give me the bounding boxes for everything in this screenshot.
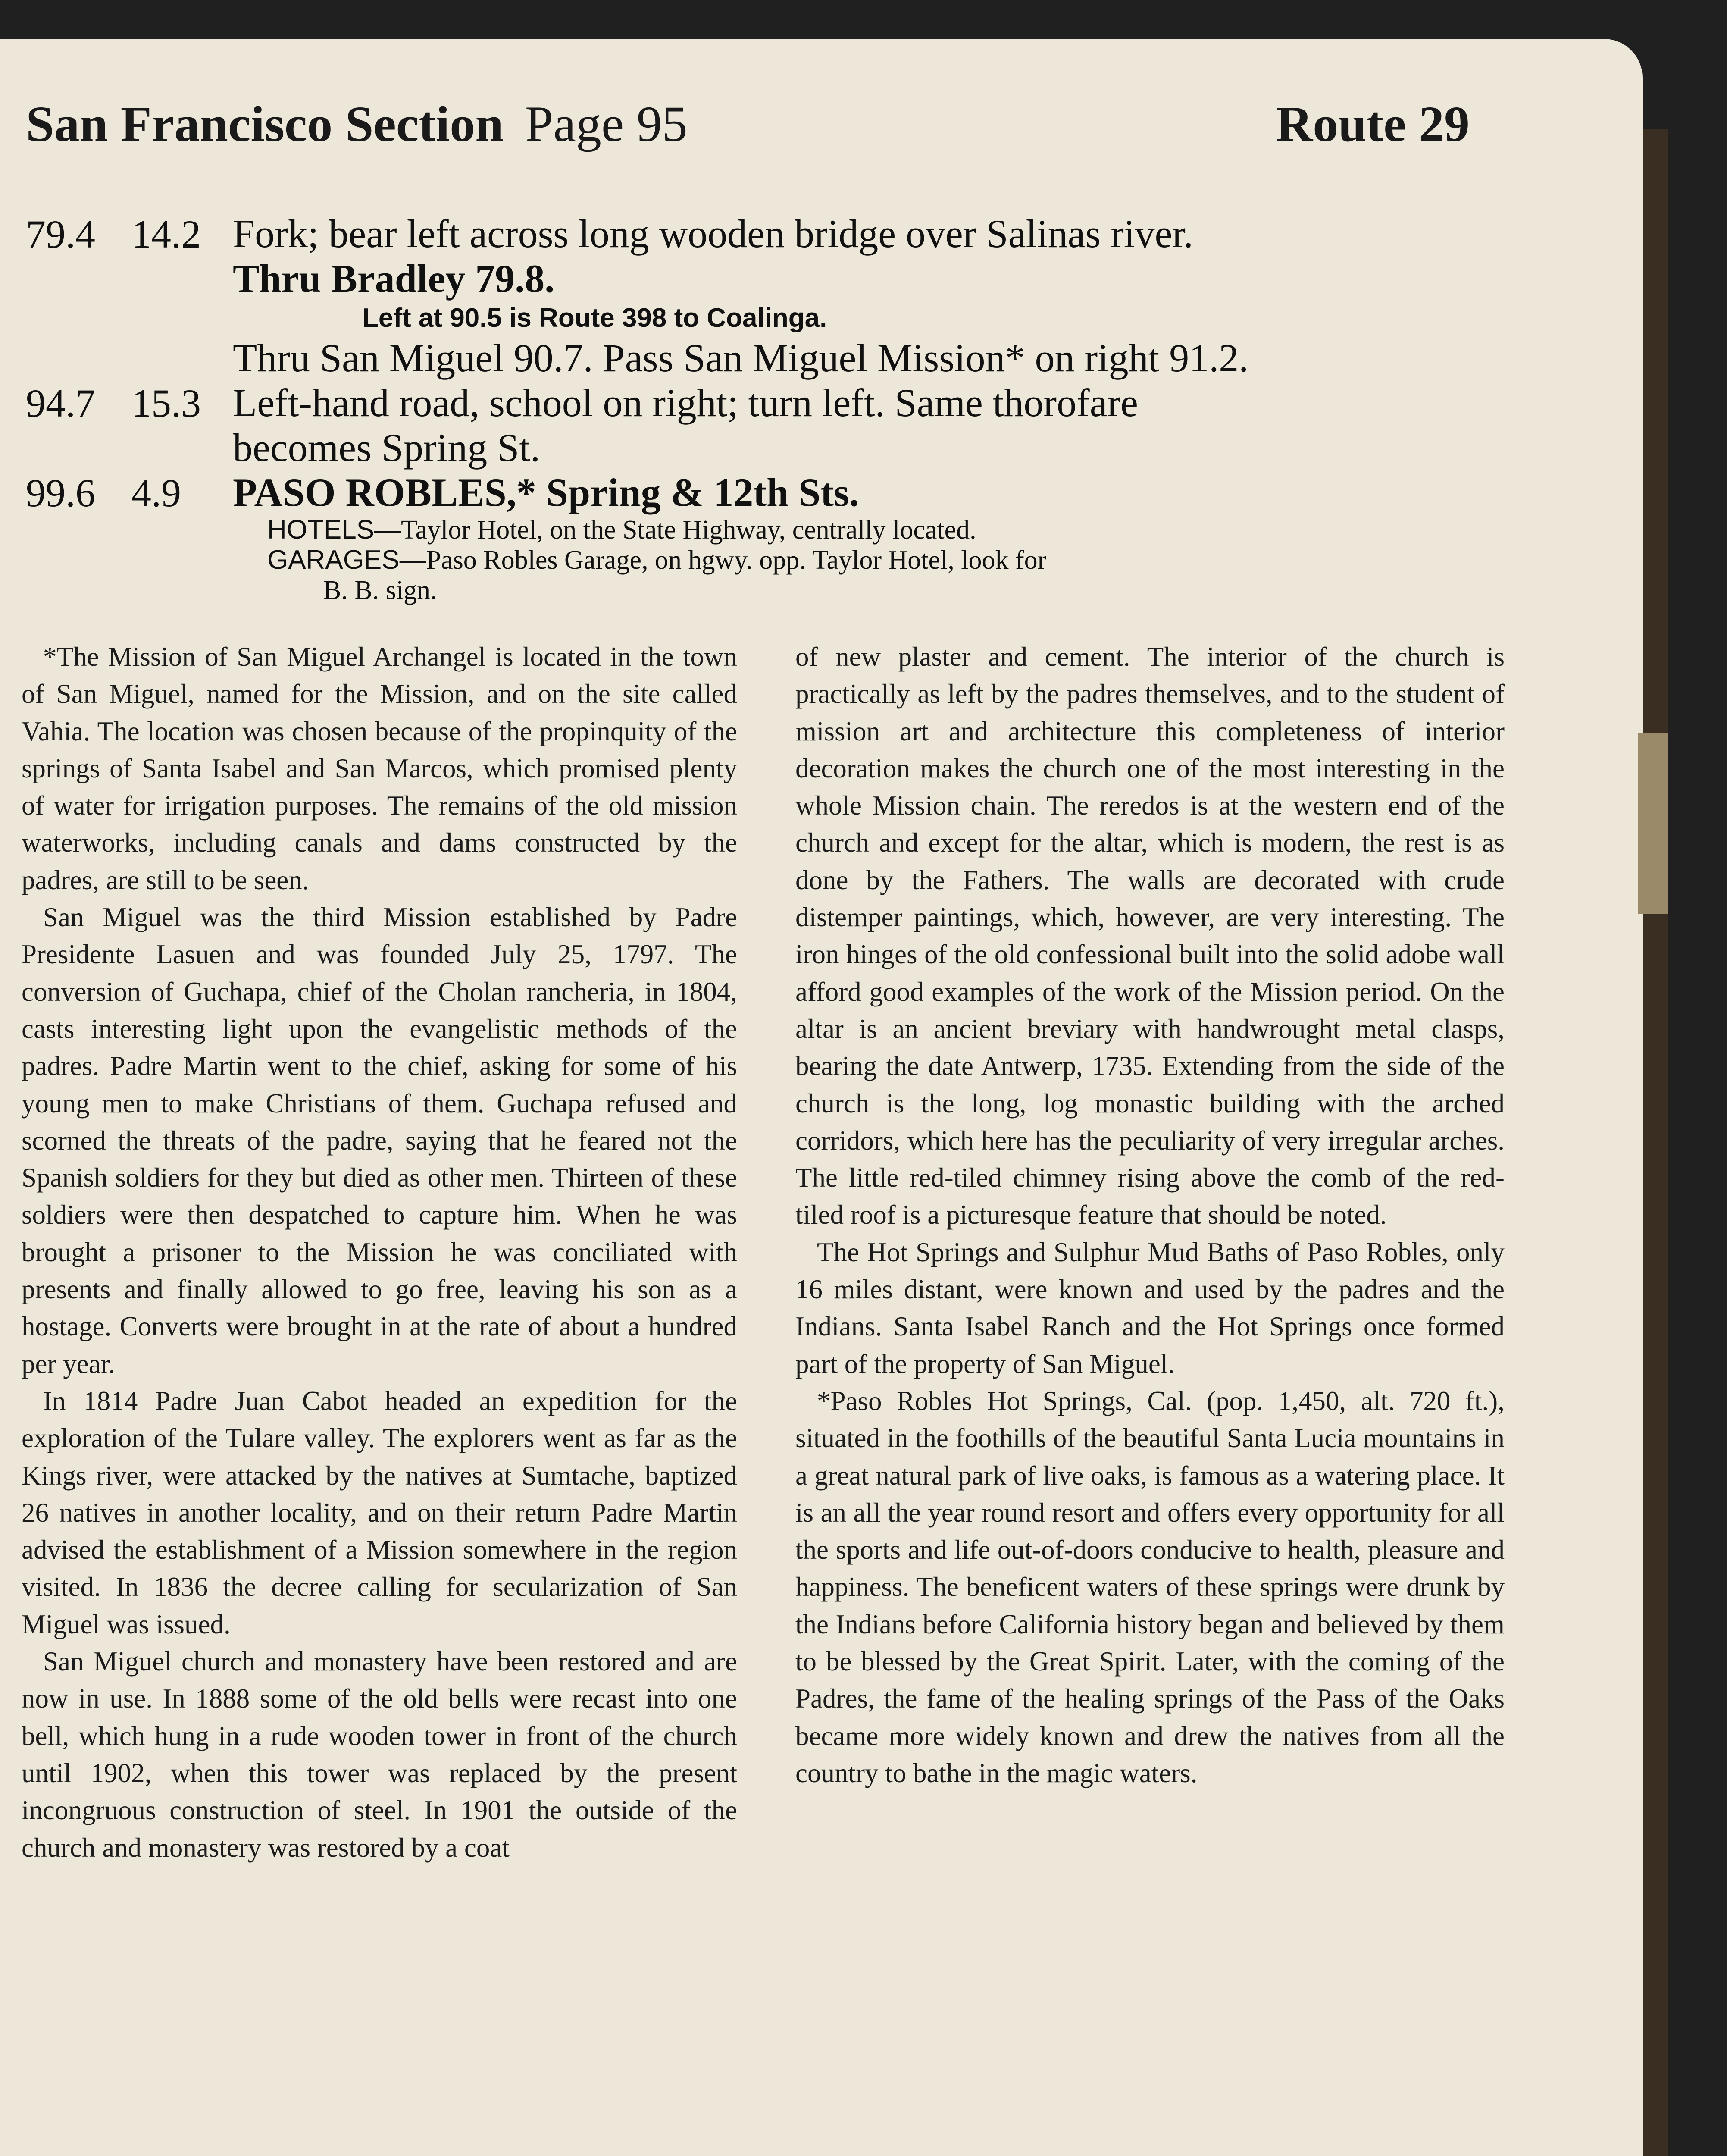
mileage: 99.6: [26, 471, 95, 515]
mileage: 94.7: [26, 381, 95, 425]
route-label: Route 29: [1276, 96, 1470, 152]
paragraph: In 1814 Padre Juan Cabot headed an expedition for the exploration of the Tulare valley. The explorers went as far as the Kings river, were attacked by the natives at Sumtache, baptized 26 natives in another locality, and on their return Padre Martin advised the establishment of a Mission somewhere in the region visited. In 1836 the decree calling for secularization of San Miguel was issued.: [22, 1385, 737, 1639]
garages-label: GARAGES—: [267, 545, 426, 575]
direction-text: Thru San Miguel 90.7. Pass San Miguel Mission* on right 91.2.: [233, 336, 1249, 380]
direction-text: Left-hand road, school on right; turn left. Same thorofare: [233, 381, 1139, 425]
route-entry: [26, 211, 1509, 256]
page-tab: [1638, 733, 1668, 914]
direction-text: PASO ROBLES,* Spring & 12th Sts.: [233, 470, 859, 514]
route-entry: [26, 256, 1509, 301]
route-entry: [26, 380, 1509, 425]
paragraph: *The Mission of San Miguel Archangel is located in the town of San Miguel, named for the Mission, and on the site called Vahia. The location was chosen because of the propinquity of the springs of Santa Isabel and San Marcos, which promised plenty of water for irrigation purposes. The remains of the old mission waterworks, including canals and dams constructed by the padres, are still to be seen.: [22, 642, 737, 895]
direction-text: Thru Bradley 79.8.: [233, 257, 555, 301]
route-entry: [26, 335, 1509, 380]
direction-text: Fork; bear left across long wooden bridge over Salinas river.: [233, 212, 1193, 256]
paragraph: *Paso Robles Hot Springs, Cal. (pop. 1,450, alt. 720 ft.), situated in the foothills of the beautiful Santa Lucia mountains in a great natural park of live oaks, is famous as a watering place. It is an all the year round resort and offers every opportunity for all the sports and life out-of-doors conducive to health, pleasure and happiness. The beneficent waters of these springs were drunk by the Indians before California history began and believed by them to be blessed by the Great Spirit. Later, with the coming of the Padres, the fame of the healing springs of the Pass of the Oaks became more widely known and drew the natives from all the country to bathe in the magic waters.: [795, 1385, 1505, 1788]
hotels-text: Taylor Hotel, on the State Highway, centrally located.: [401, 515, 976, 545]
mileage: 79.4: [26, 212, 95, 256]
route-note: Left at 90.5 is Route 398 to Coalinga.: [362, 303, 827, 333]
paragraph: The Hot Springs and Sulphur Mud Baths of Paso Robles, only 16 miles distant, were known and used by the padres and the Indians. Santa Isabel Ranch and the Hot Springs once formed part of the property of San Miguel.: [795, 1237, 1505, 1379]
article-column-left: [22, 638, 737, 1866]
article-column-right: [795, 638, 1505, 1792]
paragraph: San Miguel church and monastery have been restored and are now in use. In 1888 some of the old bells were recast into one bell, which hung in a rude wooden tower in front of the church until 1902, when this tower was replaced by the present incongruous construction of steel. In 1901 the outside of the church and monastery was restored by a coat: [22, 1646, 737, 1863]
route-log: [26, 211, 1509, 605]
interval: 14.2: [131, 212, 201, 256]
garages-line-cont: [267, 575, 1509, 605]
paragraph: San Miguel was the third Mission established by Padre Presidente Lasuen and was founded July 25, 1797. The conversion of Guchapa, chief of the Cholan rancheria, in 1804, casts interesting light upon the evangelistic methods of the padres. Padre Martin went to the chief, asking for some of his young men to make Christians of them. Guchapa refused and scorned the threats of the padre, saying that he feared not the Spanish soldiers for they but died as other men. Thirteen of these soldiers were then despatched to capture him. When he was brought a prisoner to the Mission he was conciliated with presents and finally allowed to go free, leaving his son as a hostage. Converts were brought in at the rate of about a hundred per year.: [22, 902, 737, 1379]
book-page: [0, 39, 1643, 2156]
page-header-left: [26, 95, 688, 154]
garages-text: Paso Robles Garage, on hgwy. opp. Taylor Hotel, look for: [426, 545, 1047, 575]
section-title: San Francisco Section: [26, 96, 504, 152]
garages-continued: B. B. sign.: [323, 576, 437, 605]
hotels-label: HOTELS—: [267, 515, 401, 545]
garages-line: [267, 545, 1509, 575]
direction-text: becomes Spring St.: [233, 426, 540, 470]
route-entry: [26, 425, 1509, 470]
interval: 4.9: [131, 471, 181, 515]
route-entry: [26, 470, 1509, 515]
hotels-line: [267, 515, 1509, 545]
page-number: Page 95: [525, 96, 688, 152]
book-spine-edge: [1643, 129, 1668, 2156]
paragraph: of new plaster and cement. The interior of the church is practically as left by the padres themselves, and to the student of mission art and architecture this completeness of interior decoration makes the church one of the most interesting in the whole Mission chain. The reredos is at the western end of the church and except for the altar, which is modern, the rest is as done by the Fathers. The walls are decorated with crude distemper paintings, which, however, are very interesting. The iron hinges of the old confessional built into the solid adobe wall afford good examples of the work of the Mission period. On the altar is an ancient breviary with handwrought metal clasps, bearing the date Antwerp, 1735. Extending from the side of the church is the long, log monastic building with the arched corridors, which here has the peculiarity of very irregular arches. The little red-tiled chimney rising above the comb of the red-tiled roof is a picturesque feature that should be noted.: [795, 642, 1505, 1230]
interval: 15.3: [131, 381, 201, 425]
